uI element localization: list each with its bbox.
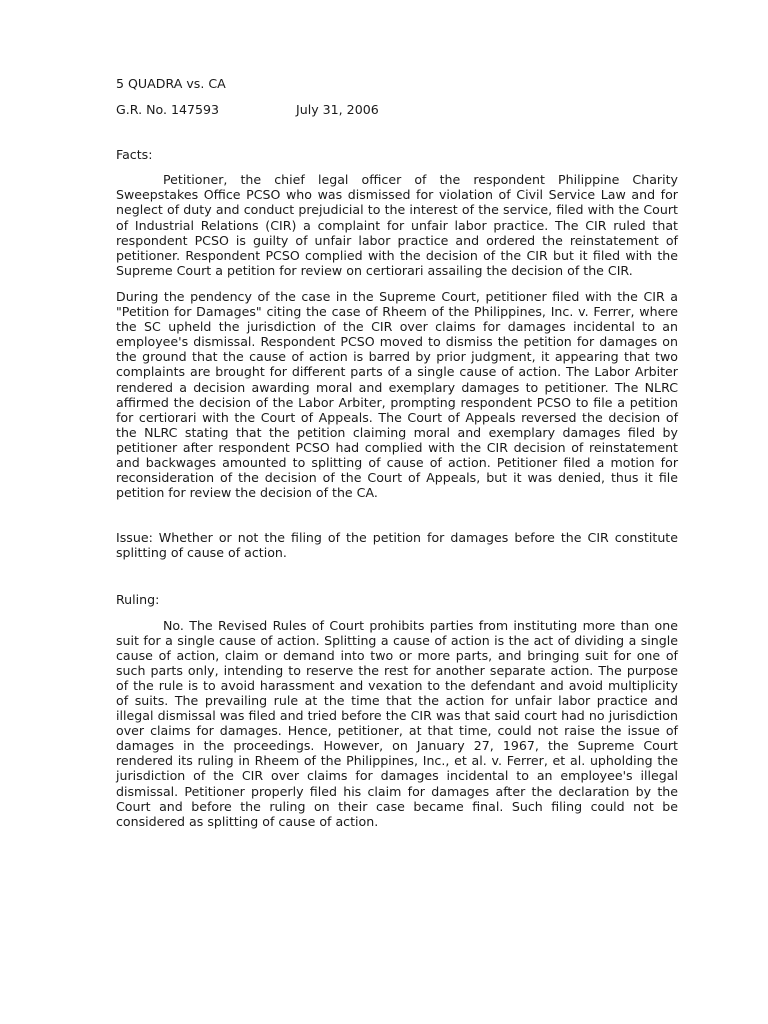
facts-heading: Facts: — [116, 147, 153, 163]
decision-date: July 31, 2006 — [296, 102, 379, 118]
issue-paragraph: Issue: Whether or not the filing of the petition for damages before the CIR constitute splitting of cause of action. — [116, 530, 678, 561]
facts-paragraph-1: Petitioner, the chief legal officer of the respondent Philippine Charity Sweepstakes Office PCSO who was dismissed for violation of Civil Service Law and for neglect of duty and conduct prejudicial to the interest of the service, filed with the Court of Industrial Relations (CIR) a complaint for unfair labor practice. The CIR ruled that respondent PCSO is guilty of unfair labor practice and ordered the reinstatement of petitioner. Respondent PCSO complied with the decision of the CIR but it filed with the Supreme Court a petition for review on certiorari assailing the decision of the CIR. — [116, 172, 678, 278]
ruling-paragraph: No. The Revised Rules of Court prohibits parties from instituting more than one suit for a single cause of action. Splitting a cause of action is the act of dividing a single cause of action, claim or demand into two or more parts, and bringing suit for one of such parts only, intending to reserve the rest for another separate action. The purpose of the rule is to avoid harassment and vexation to the defendant and avoid multiplicity of suits. The prevailing rule at the time that the action for unfair labor practice and illegal dismissal was filed and tried before the CIR was that said court had no jurisdiction over claims for damages. Hence, petitioner, at that time, could not raise the issue of damages in the proceedings. However, on January 27, 1967, the Supreme Court rendered its ruling in Rheem of the Philippines, Inc., et al. v. Ferrer, et al. upholding the jurisdiction of the CIR over claims for damages incidental to an employee's illegal dismissal. Petitioner properly filed his claim for damages after the declaration by the Court and before the ruling on their case became final. Such filing could not be considered as splitting of cause of action. — [116, 617, 678, 829]
gr-number: G.R. No. 147593 — [116, 102, 220, 118]
case-reference — [116, 102, 678, 117]
facts-paragraph-2: During the pendency of the case in the Supreme Court, petitioner filed with the CIR a "Petition for Damages" citing the case of Rheem of the Philippines, Inc. v. Ferrer, where the SC upheld the jurisdiction of the CIR over claims for damages incidental to an employee's dismissal. Respondent PCSO moved to dismiss the petition for damages on the ground that the cause of action is barred by prior judgment, it appearing that two complaints are brought for different parts of a single cause of action. The Labor Arbiter rendered a decision awarding moral and exemplary damages to petitioner. The NLRC affirmed the decision of the Labor Arbiter, prompting respondent PCSO to file a petition for certiorari with the Court of Appeals. The Court of Appeals reversed the decision of the NLRC stating that the petition claiming moral and exemplary damages filed by petitioner after respondent PCSO had complied with the CIR decision of reinstatement and backwages amounted to splitting of cause of action. Petitioner filed a motion for reconsideration of the decision of the Court of Appeals, but it was denied, thus it file petition for review the decision of the CA. — [116, 288, 678, 501]
document-page — [116, 76, 678, 829]
case-title: 5 QUADRA vs. CA — [116, 76, 226, 91]
ruling-heading: Ruling: — [116, 592, 160, 608]
